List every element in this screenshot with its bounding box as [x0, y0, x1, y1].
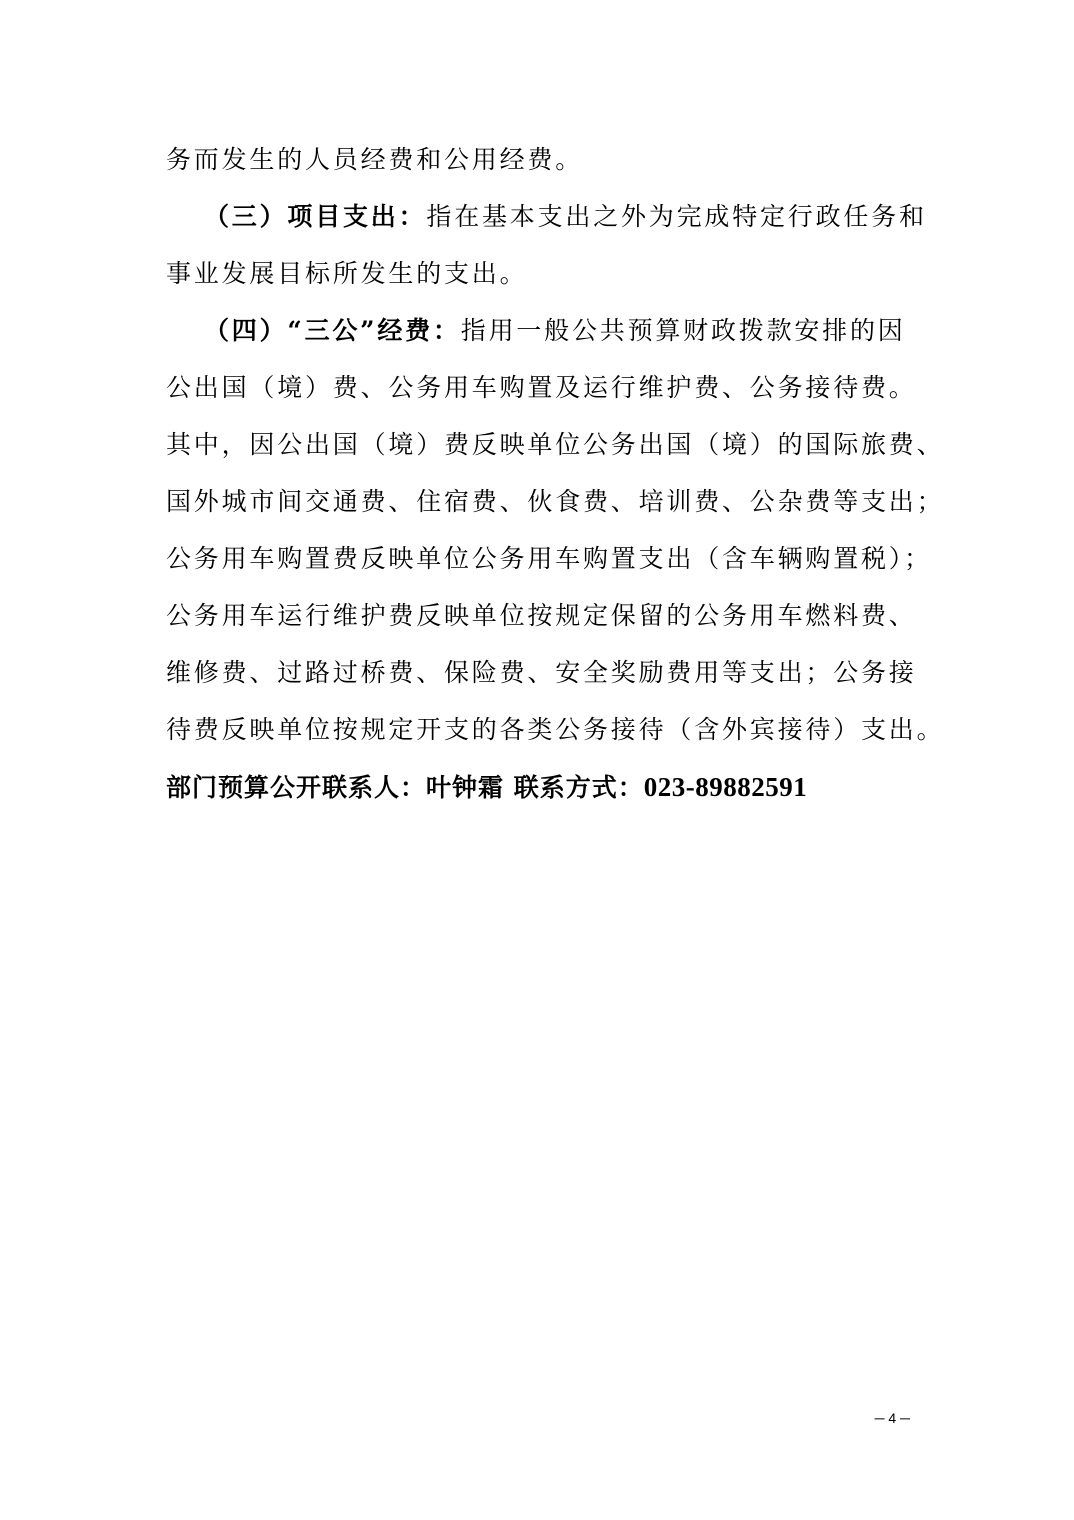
paragraph-line [166, 134, 912, 191]
paragraph-line [166, 362, 917, 419]
section-heading: （四）“三公”经费： [204, 316, 461, 345]
paragraph-text: 国外城市间交通费、住宿费、伙食费、培训费、公杂费等支出； [166, 487, 945, 516]
paragraph-text: 维修费、过路过桥费、保险费、安全奖励费用等支出；公务接 [166, 658, 917, 687]
paragraph-line [166, 419, 945, 476]
paragraph-text: 务而发生的人员经费和公用经费。 [166, 145, 584, 174]
contact-line [166, 761, 912, 818]
paragraph-line [166, 476, 945, 533]
contact-label: 部门预算公开联系人：叶钟霜 联系方式： [166, 773, 644, 802]
page-number: ─ 4 ─ [874, 1410, 910, 1426]
paragraph-text: 公务用车运行维护费反映单位按规定保留的公务用车燃料费、 [166, 601, 917, 630]
paragraph-text: 事业发展目标所发生的支出。 [166, 259, 528, 288]
paragraph-line [166, 647, 917, 704]
paragraph-line [166, 248, 912, 305]
paragraph-line [166, 533, 932, 590]
section-item-3 [166, 191, 927, 248]
section-item-4 [166, 305, 912, 362]
paragraph-text: 公务用车购置费反映单位公务用车购置支出（含车辆购置税）； [166, 544, 932, 573]
paragraph-text: 待费反映单位按规定开支的各类公务接待（含外宾接待）支出。 [166, 715, 945, 744]
section-heading: （三）项目支出： [204, 202, 427, 231]
section-text: 指用一般公共预算财政拨款安排的因 [460, 316, 906, 345]
paragraph-line [166, 704, 945, 761]
paragraph-text: 公出国（境）费、公务用车购置及运行维护费、公务接待费。 [166, 373, 917, 402]
section-text: 指在基本支出之外为完成特定行政任务和 [426, 202, 927, 231]
document-body [166, 134, 945, 818]
paragraph-text: 其中，因公出国（境）费反映单位公务出国（境）的国际旅费、 [166, 430, 945, 459]
contact-phone: 023-89882591 [643, 772, 808, 802]
paragraph-line [166, 590, 917, 647]
